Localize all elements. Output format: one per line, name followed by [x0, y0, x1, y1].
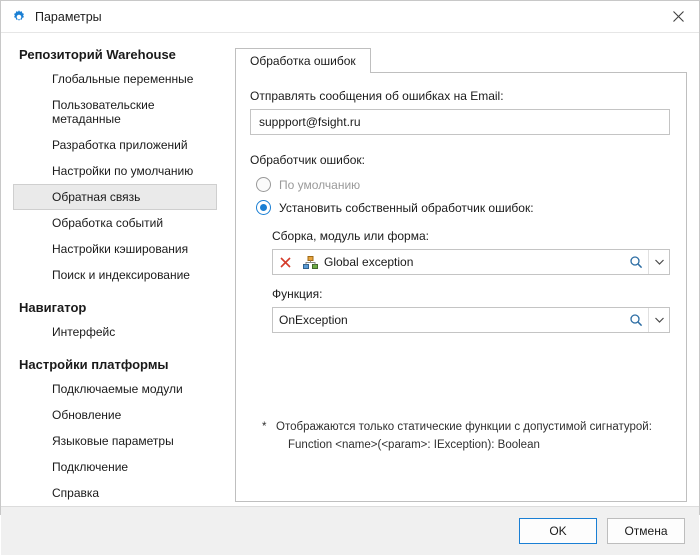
- cancel-button[interactable]: Отмена: [607, 518, 685, 544]
- gear-icon: [11, 9, 27, 25]
- title-bar: [1, 1, 699, 33]
- window-title: Параметры: [35, 9, 102, 24]
- sidebar-item-connection[interactable]: Подключение: [52, 460, 129, 474]
- email-field[interactable]: suppport@fsight.ru: [250, 109, 670, 135]
- function-value: OnException: [279, 313, 348, 327]
- radio-default-indicator: [256, 177, 271, 192]
- sidebar-item-search-indexing[interactable]: Поиск и индексирование: [52, 268, 190, 282]
- close-icon[interactable]: [657, 2, 699, 32]
- spacer-d: [250, 333, 670, 419]
- radio-custom-handler[interactable]: [250, 196, 670, 219]
- signature-note: [250, 419, 670, 455]
- ok-button[interactable]: OK: [519, 518, 597, 544]
- sidebar-item-plugins[interactable]: Подключаемые модули: [52, 382, 183, 396]
- sidebar-item-custom-metadata[interactable]: Пользовательские метаданные: [52, 98, 155, 126]
- radio-default-handler[interactable]: [250, 173, 670, 196]
- sidebar-group-title-navigator: Навигатор: [19, 300, 87, 315]
- note-line-2: Function <name>(<param>: IException): Boolean: [288, 438, 540, 451]
- sidebar-item-feedback[interactable]: Обратная связь: [13, 184, 217, 210]
- sidebar-item-event-handling[interactable]: Обработка событий: [52, 216, 164, 230]
- note-star: *: [262, 421, 267, 433]
- radio-custom-indicator: [256, 200, 271, 215]
- module-combo-content: [297, 255, 624, 269]
- handler-label: Обработчик ошибок:: [250, 153, 366, 167]
- tab-error-handling[interactable]: Обработка ошибок: [235, 48, 371, 73]
- module-combo[interactable]: [272, 249, 670, 275]
- note-line-1: Отображаются только статические функции с допустимой сигнатурой:: [276, 421, 652, 433]
- sidebar-item-cache-settings[interactable]: Настройки кэширования: [52, 242, 189, 256]
- radio-custom-label: Установить собственный обработчик ошибок:: [279, 200, 534, 215]
- spacer-b: [250, 219, 670, 229]
- delete-icon[interactable]: [273, 250, 297, 274]
- module-icon: [303, 256, 318, 269]
- function-label: Функция:: [272, 287, 323, 301]
- sidebar-item-default-settings[interactable]: Настройки по умолчанию: [52, 164, 194, 178]
- sidebar-item-language-settings[interactable]: Языковые параметры: [52, 434, 174, 448]
- settings-sidebar: [1, 33, 229, 506]
- tab-page-error-handling: [235, 72, 687, 502]
- radio-default-label: По умолчанию: [279, 177, 361, 192]
- spacer-a: [250, 135, 670, 153]
- module-field-group: [250, 229, 670, 333]
- sidebar-group-title-platform: Настройки платформы: [19, 357, 169, 372]
- chevron-down-icon[interactable]: [648, 250, 669, 274]
- spacer-c: [272, 275, 670, 287]
- sidebar-item-update[interactable]: Обновление: [52, 408, 122, 422]
- function-combo-content: [273, 313, 624, 327]
- module-value: Global exception: [324, 255, 414, 269]
- settings-content: [229, 33, 699, 506]
- sidebar-item-help[interactable]: Справка: [52, 486, 100, 500]
- search-icon[interactable]: [624, 308, 648, 332]
- chevron-down-icon[interactable]: [648, 308, 669, 332]
- dialog-footer: [1, 506, 699, 555]
- sidebar-item-interface[interactable]: Интерфейс: [52, 325, 116, 339]
- search-icon[interactable]: [624, 250, 648, 274]
- module-label: Сборка, модуль или форма:: [272, 229, 429, 243]
- function-combo[interactable]: [272, 307, 670, 333]
- dialog-body: [1, 33, 699, 506]
- sidebar-group-title-warehouse: Репозиторий Warehouse: [19, 47, 176, 62]
- email-label: Отправлять сообщения об ошибках на Email:: [250, 89, 504, 103]
- tab-strip: [235, 45, 687, 72]
- sidebar-item-app-development[interactable]: Разработка приложений: [52, 138, 188, 152]
- sidebar-item-global-variables[interactable]: Глобальные переменные: [52, 72, 194, 86]
